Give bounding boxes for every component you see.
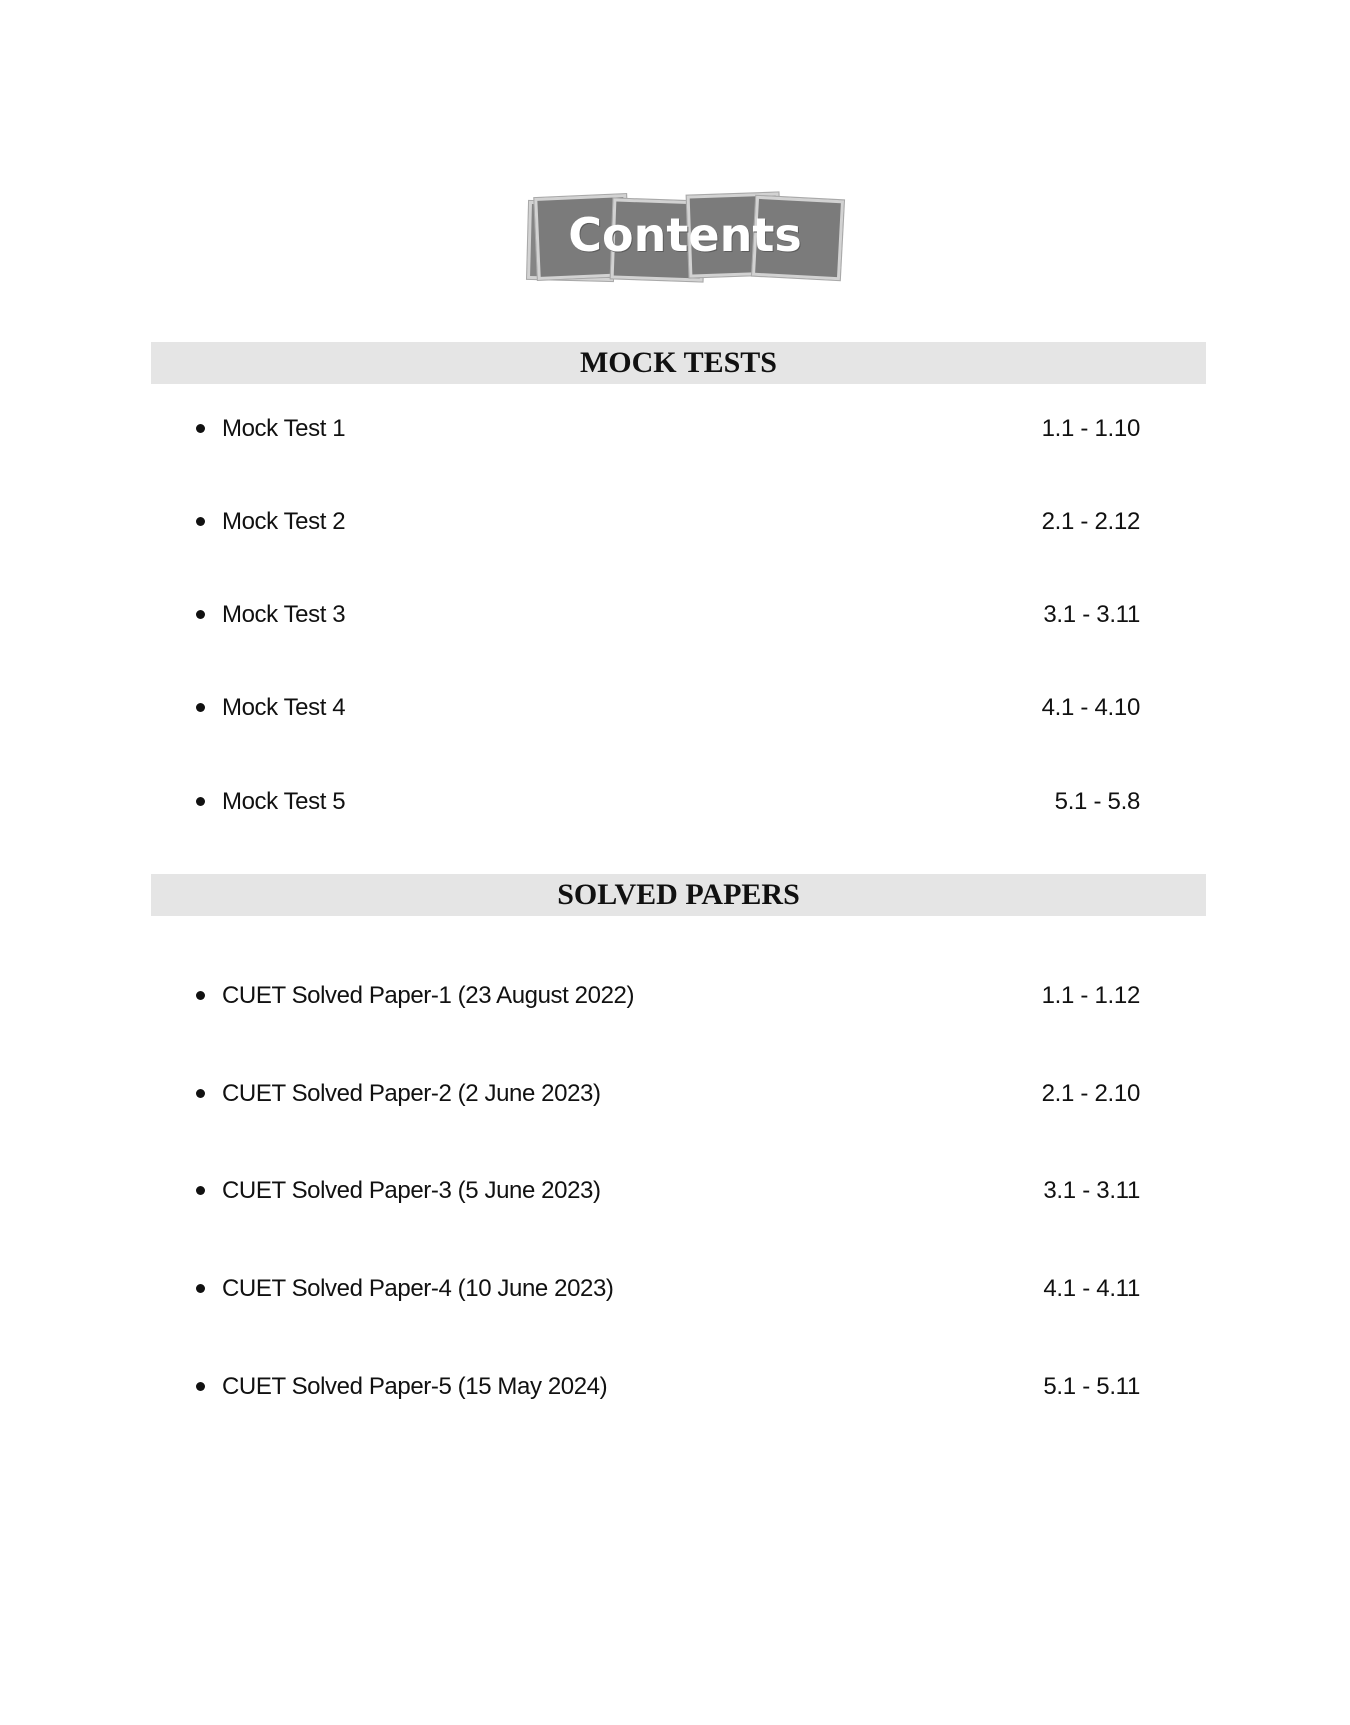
toc-entry-solved-paper-2[interactable] bbox=[196, 1077, 1140, 1111]
toc-entry-mock-test-3[interactable] bbox=[196, 598, 1140, 632]
bullet-icon bbox=[196, 991, 205, 1000]
section-header-mock-tests bbox=[151, 342, 1206, 384]
bullet-icon bbox=[196, 610, 205, 619]
section-header-solved-papers bbox=[151, 874, 1206, 916]
entry-pages: 4.1 - 4.11 bbox=[1043, 1275, 1140, 1302]
entry-label: CUET Solved Paper-1 (23 August 2022) bbox=[222, 982, 635, 1009]
entry-label: CUET Solved Paper-5 (15 May 2024) bbox=[222, 1373, 608, 1400]
toc-entry-solved-paper-5[interactable] bbox=[196, 1370, 1140, 1404]
entry-pages: 2.1 - 2.10 bbox=[1041, 1080, 1140, 1107]
entry-pages: 1.1 - 1.10 bbox=[1041, 415, 1140, 442]
section-title: SOLVED PAPERS bbox=[557, 878, 800, 911]
toc-entry-solved-paper-4[interactable] bbox=[196, 1272, 1140, 1306]
toc-entry-mock-test-4[interactable] bbox=[196, 691, 1140, 725]
toc-entry-solved-paper-1[interactable] bbox=[196, 979, 1140, 1013]
entry-label: Mock Test 5 bbox=[222, 788, 346, 815]
bullet-icon bbox=[196, 703, 205, 712]
bullet-icon bbox=[196, 1186, 205, 1195]
toc-entry-mock-test-1[interactable] bbox=[196, 412, 1140, 446]
bullet-icon bbox=[196, 1284, 205, 1293]
entry-label: CUET Solved Paper-2 (2 June 2023) bbox=[222, 1080, 601, 1107]
entry-label: Mock Test 1 bbox=[222, 415, 346, 442]
toc-entry-mock-test-2[interactable] bbox=[196, 505, 1140, 539]
entry-pages: 2.1 - 2.12 bbox=[1041, 508, 1140, 535]
contents-logo bbox=[528, 186, 842, 286]
entry-pages: 1.1 - 1.12 bbox=[1041, 982, 1140, 1009]
entry-pages: 5.1 - 5.11 bbox=[1043, 1373, 1140, 1400]
bullet-icon bbox=[196, 424, 205, 433]
entry-label: CUET Solved Paper-3 (5 June 2023) bbox=[222, 1177, 601, 1204]
bullet-icon bbox=[196, 797, 205, 806]
logo-text: Contents bbox=[568, 208, 802, 262]
entry-pages: 4.1 - 4.10 bbox=[1041, 694, 1140, 721]
bullet-icon bbox=[196, 1382, 205, 1391]
entry-label: Mock Test 4 bbox=[222, 694, 346, 721]
entry-label: CUET Solved Paper-4 (10 June 2023) bbox=[222, 1275, 614, 1302]
entry-pages: 3.1 - 3.11 bbox=[1043, 601, 1140, 628]
entry-label: Mock Test 3 bbox=[222, 601, 346, 628]
bullet-icon bbox=[196, 1089, 205, 1098]
bullet-icon bbox=[196, 517, 205, 526]
toc-entry-solved-paper-3[interactable] bbox=[196, 1174, 1140, 1208]
toc-entry-mock-test-5[interactable] bbox=[196, 785, 1140, 819]
entry-label: Mock Test 2 bbox=[222, 508, 346, 535]
entry-pages: 3.1 - 3.11 bbox=[1043, 1177, 1140, 1204]
section-title: MOCK TESTS bbox=[579, 346, 777, 379]
entry-pages: 5.1 - 5.8 bbox=[1054, 788, 1140, 815]
